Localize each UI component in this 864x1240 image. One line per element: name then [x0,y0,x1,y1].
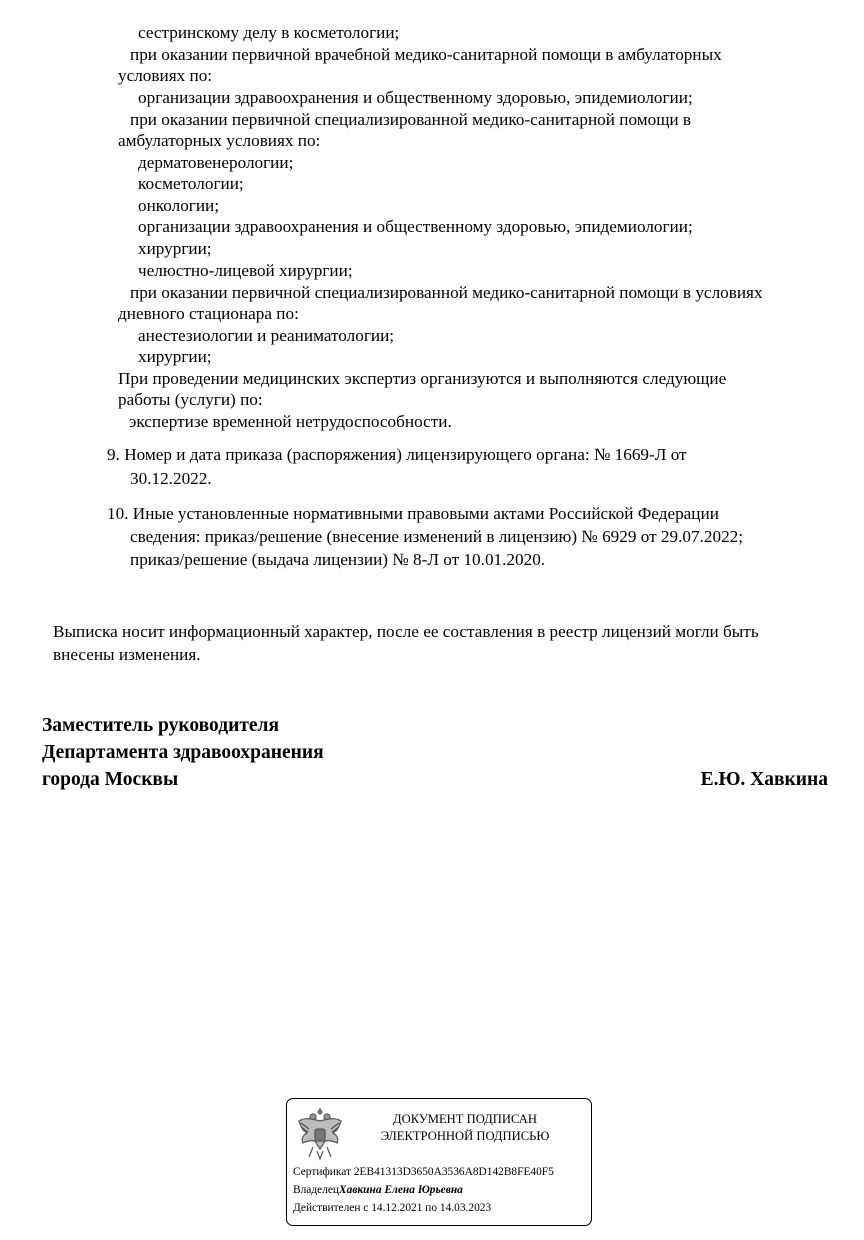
activity-line: онкологии; [138,196,220,215]
signatory-title: Заместитель руководителя [42,715,280,736]
activity-line: сестринскому делу в косметологии; [138,23,400,42]
activity-line: экспертизе временной нетрудоспособности. [129,412,452,431]
russian-coat-of-arms-icon [295,1105,345,1163]
stamp-validity: Действителен с 14.12.2021 по 14.03.2023 [293,1202,492,1214]
activity-heading: при оказании первичной врачебной медико-санитарной помощи в амбулаторных [130,45,722,64]
note-line: внесены изменения. [53,645,201,664]
stamp-heading: ДОКУМЕНТ ПОДПИСАН [393,1112,537,1126]
signatory-title: Департамента здравоохранения [42,742,324,763]
owner-value: Хавкина Елена Юрьевна [339,1184,463,1196]
activity-line: хирургии; [138,347,212,366]
activity-heading: при оказании первичной специализированной медико-санитарной помощи в [130,110,692,129]
stamp-owner [293,1183,463,1198]
activity-heading: при оказании первичной специализированной медико-санитарной помощи в условиях [130,283,763,302]
activity-line: организации здравоохранения и общественному здоровью, эпидемиологии; [138,217,693,236]
certificate-label: Сертификат [293,1166,351,1178]
note-line: Выписка носит информационный характер, после ее составления в реестр лицензий могли быть [53,622,759,641]
activity-heading: дневного стационара по: [118,304,299,323]
activity-heading: амбулаторных условиях по: [118,131,321,150]
signatory-name: Е.Ю. Хавкина [700,769,828,790]
activity-line: дерматовенерологии; [138,153,294,172]
activity-line: анестезиологии и реаниматологии; [138,326,395,345]
item-10-line: приказ/решение (выдача лицензии) № 8-Л от 10.01.2020. [130,550,546,569]
activity-line: косметологии; [138,174,244,193]
item-9-line: 30.12.2022. [130,469,212,488]
owner-label: Владелец [293,1184,340,1196]
stamp-certificate [293,1165,554,1180]
activity-line: организации здравоохранения и общественному здоровью, эпидемиологии; [138,88,693,107]
item-10-line: 10. Иные установленные нормативными правовыми актами Российской Федерации [107,504,719,523]
activity-heading: работы (услуги) по: [118,390,263,409]
signatory-title: города Москвы [42,769,179,790]
item-9-line: 9. Номер и дата приказа (распоряжения) лицензирующего органа: № 1669-Л от [107,445,687,464]
item-10-line: сведения: приказ/решение (внесение изменений в лицензию) № 6929 от 29.07.2022; [130,527,744,546]
electronic-signature-stamp [286,1098,592,1226]
stamp-heading: ЭЛЕКТРОННОЙ ПОДПИСЬЮ [380,1129,550,1143]
activity-heading: условиях по: [118,66,213,85]
certificate-value: 2EB41313D3650A3536A8D142B8FE40F5 [353,1166,554,1178]
activity-heading: При проведении медицинских экспертиз организуются и выполняются следующие [118,369,727,388]
activity-line: хирургии; [138,239,212,258]
activity-line: челюстно-лицевой хирургии; [138,261,353,280]
